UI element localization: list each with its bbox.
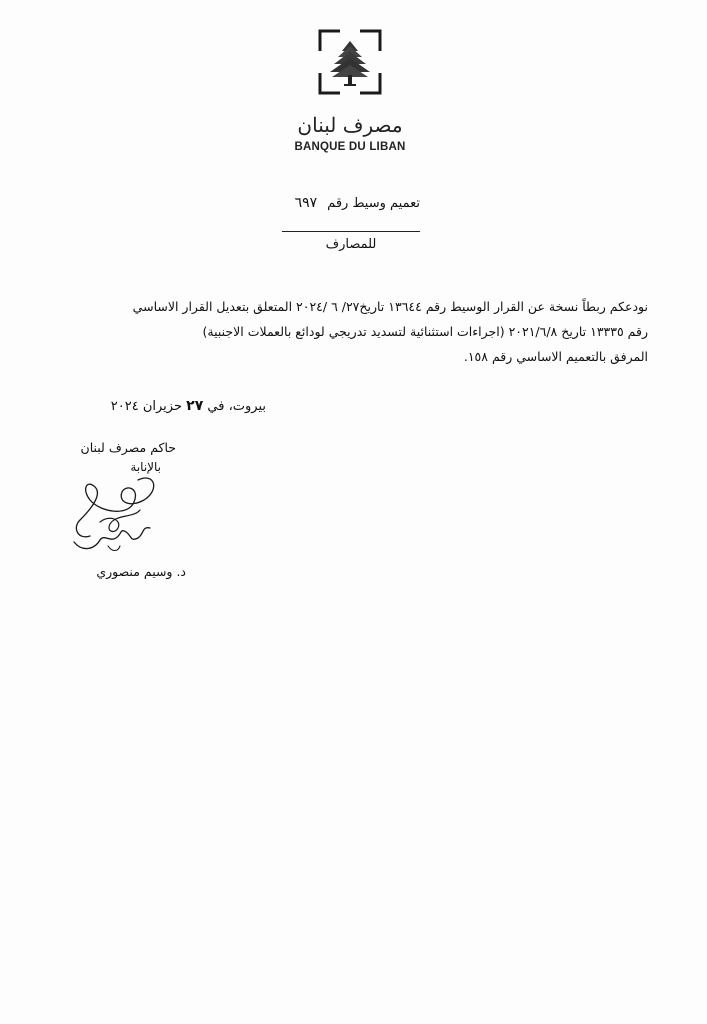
cedar-tree-icon	[318, 29, 382, 95]
handwritten-signature	[60, 462, 170, 562]
signatory-title: حاكم مصرف لبنان	[80, 440, 176, 455]
body-paragraph	[56, 294, 648, 369]
date-day: ٢٧	[186, 398, 204, 414]
circular-title	[250, 195, 420, 211]
date-line	[56, 398, 266, 414]
circular-number: ٦٩٧	[294, 195, 318, 211]
body-line: رقم ١٣٣٣٥ تاريخ ٢٠٢١/٦/٨ (اجراءات استثنائية لتسديد تدريجي لودائع بالعملات الاجنبية)	[202, 324, 648, 339]
title-divider	[282, 231, 420, 232]
body-line: نودعكم ربطاً نسخة عن القرار الوسيط رقم ١٣٦٤٤ تاريخ٢٧/ ٦ /٢٠٢٤ المتعلق بتعديل القرار الاساسي	[132, 299, 648, 314]
bank-name-arabic: مصرف لبنان	[297, 113, 403, 137]
date-prefix: بيروت، في	[207, 399, 266, 414]
body-line: المرفق بالتعميم الاساسي رقم ١٥٨.	[463, 349, 648, 364]
addressee: للمصارف	[325, 237, 377, 252]
bank-name-english: BANQUE DU LIBAN	[294, 141, 406, 153]
acting-label: بالإنابة	[130, 460, 161, 474]
circular-title-label: تعميم وسيط رقم	[327, 196, 420, 211]
signatory-name: د. وسيم منصوري	[96, 564, 186, 579]
date-month-year: حزيران ٢٠٢٤	[110, 399, 183, 414]
